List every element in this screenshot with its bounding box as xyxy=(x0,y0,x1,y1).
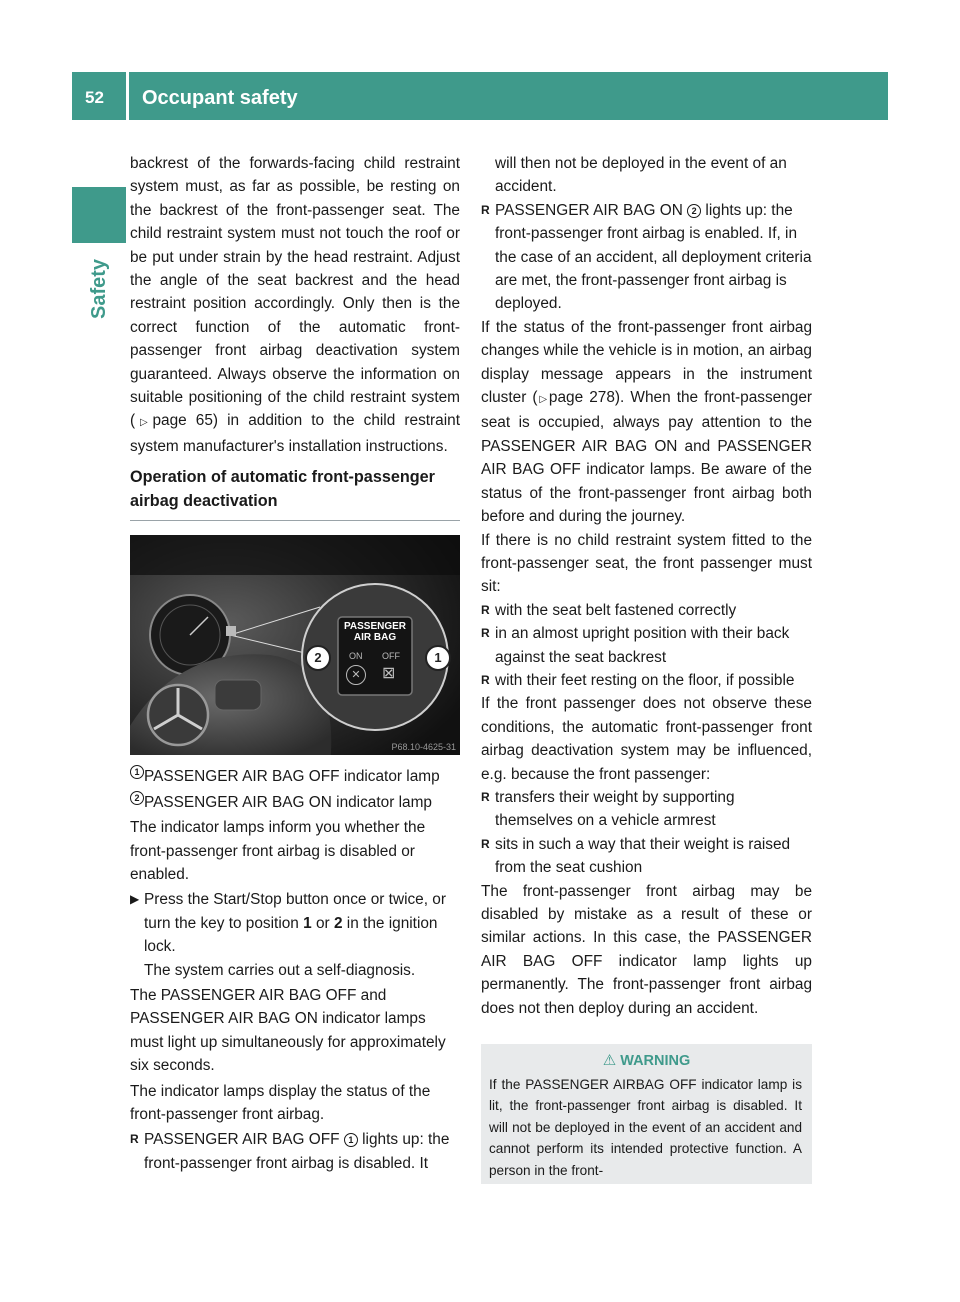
legend-marker-1: 1 xyxy=(130,765,144,779)
action-step: ▶ Press the Start/Stop button once or twice, or turn the key to position 1 or 2 in the ignition lock. The system carries out a self-diagnosis. xyxy=(130,888,460,982)
influence-bullet: R transfers their weight by supporting themselves on a vehicle armrest xyxy=(481,786,812,833)
mistake-paragraph: The front-passenger front airbag may be disabled by mistake as a result of these or similar actions. In this case, the PASSENGER AIR BAG OFF indicator lamp lights up permanently. The front-passenger front airbag does not then deploy during an accident. xyxy=(481,882,812,1017)
legend-item-off: 1 PASSENGER AIR BAG OFF indicator lamp xyxy=(130,765,460,788)
bullet-icon: R xyxy=(481,626,490,641)
heading-divider xyxy=(130,520,460,521)
page-number: 52 xyxy=(85,88,104,107)
panel-title-line2: AIR BAG xyxy=(353,632,397,644)
bullet-icon: R xyxy=(481,202,490,217)
chapter-tab xyxy=(72,187,126,243)
action-result: The system carries out a self-diagnosis. xyxy=(144,961,416,979)
chapter-label: Safety xyxy=(88,258,110,320)
page-reference-link[interactable]: page 278 xyxy=(548,389,615,407)
page-ref-arrow-icon: ▷ xyxy=(135,417,153,429)
warning-heading: ⚠ WARNING xyxy=(602,1052,691,1069)
right-column xyxy=(481,152,812,1020)
status-change-paragraph: If the status of the front-passenger front airbag changes while the vehicle is in motion, an airbag display message appears in the instrument cluster (▷page 278). When the front-passenger seat is occupied, always pay attention to the PASSENGER AIR BAG ON and PASSENGER AIR BAG OFF indicator lamps. Be aware of the status of the front-passenger front airbag both before and during the journey. xyxy=(481,318,813,526)
panel-title-line1: PASSENGER xyxy=(343,621,407,633)
continued-bullet-text: will then not be deployed in the event of an accident. xyxy=(495,155,787,196)
page-ref-arrow-icon: ▷ xyxy=(537,394,549,406)
page-number-box xyxy=(72,72,126,120)
warning-box xyxy=(481,1044,812,1184)
intro-paragraph: backrest of the forwards-facing child restraint system must, as far as possible, be resting on the backrest of the front-passenger seat. The child restraint system must not touch the roof or be put under strain by the head restraint. Adjust the angle of the seat backrest and the head restraint position accordingly. Only then is the correct function of the automatic front-passenger front airbag deactivation system guaranteed. Always observe the information on suitable positioning of the child restraint system (▷page 65) in addition to the child restraint system manufacturer's installation instructions. xyxy=(130,155,460,455)
self-test-paragraph: The PASSENGER AIR BAG OFF and PASSENGER AIR BAG ON indicator lamps must light up simultaneously for approximately six seconds. xyxy=(130,986,446,1075)
panel-off-label: OFF xyxy=(382,651,400,662)
influence-bullet: R sits in such a way that their weight is raised from the seat cushion xyxy=(481,833,812,880)
action-arrow-icon: ▶ xyxy=(130,892,140,907)
airbag-on-icon: ✕ xyxy=(346,665,366,685)
bullet-on-status: R PASSENGER AIR BAG ON 2 lights up: the front-passenger front airbag is enabled. If, in the case of an accident, all deployment criteria are met, the front-passenger front airbag is deployed. xyxy=(481,199,812,316)
sit-bullet: R with their feet resting on the floor, if possible xyxy=(481,669,812,692)
bullet-icon: R xyxy=(481,836,490,851)
page-reference-link[interactable]: page 65 xyxy=(152,412,213,430)
bullet-icon: R xyxy=(130,1132,139,1147)
legend-marker-2: 2 xyxy=(130,791,144,805)
panel-on-label: ON xyxy=(349,651,363,662)
legend-item-on: 2 PASSENGER AIR BAG ON indicator lamp xyxy=(130,791,460,814)
section-title: Occupant safety xyxy=(142,87,298,109)
indicator-intro-paragraph: The indicator lamps inform you whether the front-passenger front airbag is disabled or enabled. xyxy=(130,819,426,883)
image-code: P68.10-4625-31 xyxy=(391,742,456,753)
bullet-icon: R xyxy=(481,672,490,687)
influence-paragraph: If the front passenger does not observe these conditions, the automatic front-passenger front airbag deactivation system may be influenced, e.g. because the front passenger: xyxy=(481,695,812,783)
sitting-intro-paragraph: If there is no child restraint system fitted to the front-passenger seat, the front passenger must sit: xyxy=(481,531,812,596)
sit-bullet: R in an almost upright position with their back against the seat backrest xyxy=(481,622,812,669)
status-paragraph: The indicator lamps display the status of the front-passenger front airbag. xyxy=(130,1082,431,1123)
page-header xyxy=(72,72,888,120)
warning-triangle-icon: ⚠ xyxy=(602,1052,617,1069)
left-column xyxy=(130,152,460,1175)
section-title-box xyxy=(129,72,888,120)
airbag-off-icon: ⊠ xyxy=(382,665,396,683)
section-heading: Operation of automatic front-passenger airbag deactivation xyxy=(130,468,435,511)
bullet-icon: R xyxy=(481,602,490,617)
dashboard-illustration xyxy=(130,535,460,755)
callout-2: 2 xyxy=(305,645,331,671)
callout-1: 1 xyxy=(425,645,451,671)
warning-text: If the PASSENGER AIRBAG OFF indicator lamp is lit, the front-passenger front airbag is disabled. It will not be deployed in the event of an accident and cannot perform its intended protective function. A person in the front- xyxy=(489,1077,802,1178)
bullet-off-status: R PASSENGER AIR BAG OFF 1 lights up: the front-passenger front airbag is disabled. It xyxy=(130,1128,460,1175)
sit-bullet: R with the seat belt fastened correctly xyxy=(481,599,812,622)
bullet-icon: R xyxy=(481,789,490,804)
airbag-indicator-figure xyxy=(130,535,460,755)
